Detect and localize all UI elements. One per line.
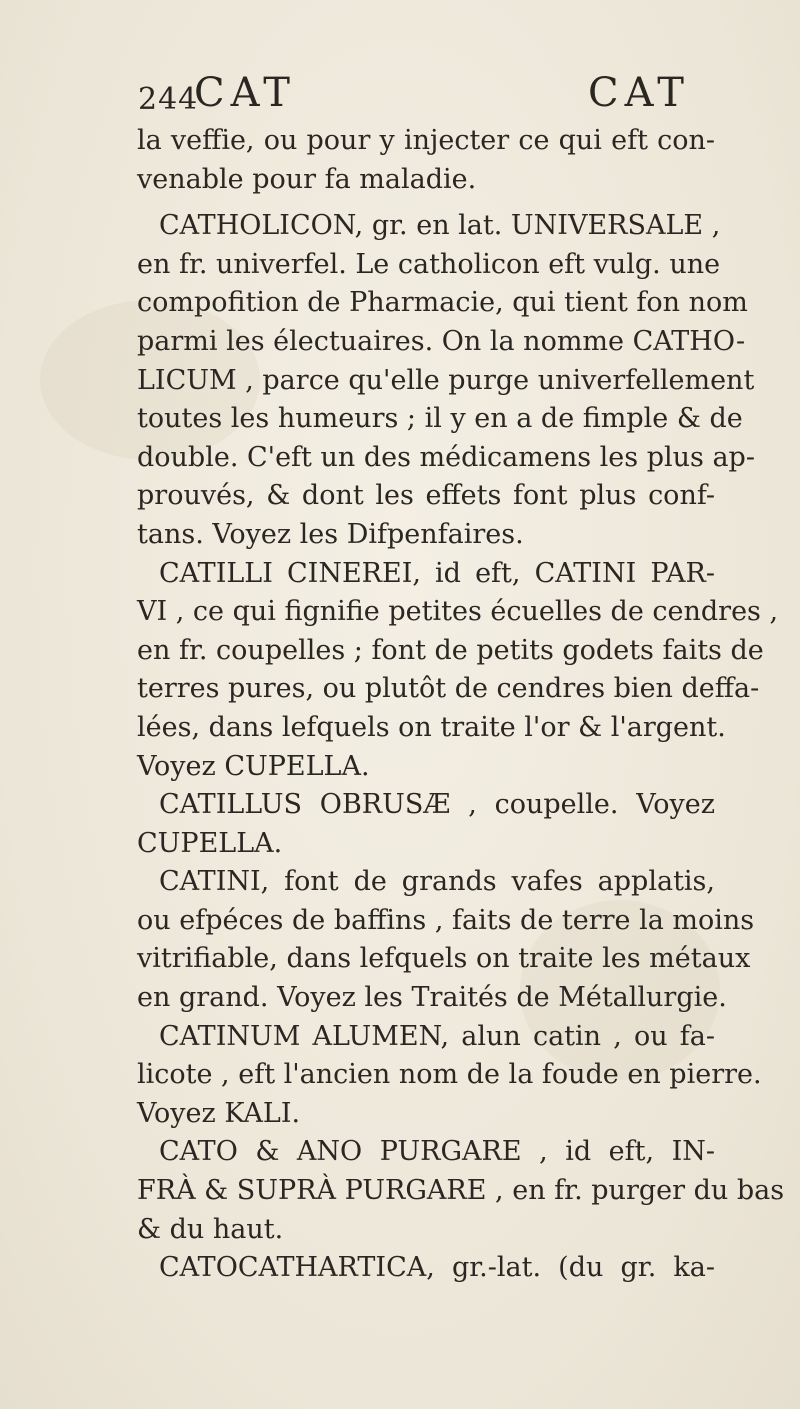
text-line: venable pour fa maladie. — [137, 163, 477, 195]
text-line: CATINUM ALUMEN, alun catin , ou fa- — [159, 1020, 715, 1052]
paragraph-gap — [137, 199, 715, 207]
text-line: terres pures, ou plutôt de cendres bien deffa- — [137, 673, 760, 705]
text-line: vitrifiable, dans lefquels on traite les métaux — [137, 943, 751, 975]
entry-catillus-obrusae — [137, 786, 715, 863]
text-line: LICUM , parce qu'elle purge univerfellement — [137, 364, 755, 396]
text-line: CATILLUS OBRUSÆ , coupelle. Voyez — [159, 789, 715, 821]
entry-continuation — [137, 122, 715, 199]
entry-catocathartica — [137, 1249, 715, 1288]
entry-catilli-cinerei — [137, 555, 779, 787]
text-line: toutes les humeurs ; il y en a de fimple & de — [137, 403, 743, 435]
page-header — [138, 70, 708, 120]
text-line: la veffie, ou pour y injecter ce qui eft con- — [137, 125, 715, 156]
text-line: en grand. Voyez les Traités de Métallurgie. — [137, 982, 727, 1014]
entry-catinum-alumen — [137, 1018, 762, 1134]
text-line: CATOCATHARTICA, gr.-lat. (du gr. ka- — [159, 1252, 715, 1284]
text-line: Voyez CUPELLA. — [137, 750, 370, 782]
text-line: CATHOLICON, gr. en lat. UNIVERSALE , — [159, 210, 721, 242]
text-line: en fr. coupelles ; font de petits godets faits de — [137, 634, 764, 666]
page-number: 244 — [138, 82, 199, 117]
text-line: en fr. univerfel. Le catholicon eft vulg. une — [137, 248, 721, 280]
text-line: CATILLI CINEREI, id eft, CATINI PAR- — [159, 557, 715, 589]
text-line: CUPELLA. — [137, 827, 283, 859]
text-line: prouvés, & dont les effets font plus conf- — [137, 480, 715, 512]
text-line: compofition de Pharmacie, qui tient fon nom — [137, 287, 748, 319]
text-line: VI , ce qui fignifie petites écuelles de cendres , — [137, 596, 779, 628]
text-line: licote , eft l'ancien nom de la foude en pierre. — [137, 1059, 762, 1091]
text-line: tans. Voyez les Difpenfaires. — [137, 518, 524, 550]
entry-catini — [137, 863, 755, 1017]
text-line: CATO & ANO PURGARE , id eft, IN- — [159, 1136, 715, 1168]
text-line: double. C'eft un des médicamens les plus ap- — [137, 441, 755, 473]
right-running-head: CAT — [588, 70, 690, 116]
text-line: & du haut. — [137, 1213, 284, 1245]
text-line: Voyez KALI. — [137, 1097, 301, 1129]
text-line: ou efpéces de baffins , faits de terre la moins — [137, 904, 755, 936]
text-line: lées, dans lefquels on traite l'or & l'argent. — [137, 711, 726, 743]
dictionary-text — [137, 122, 785, 1288]
text-line: parmi les électuaires. On la nomme CATHO- — [137, 325, 746, 357]
text-line: FRÀ & SUPRÀ PURGARE , en fr. purger du bas — [137, 1175, 785, 1207]
text-line: CATINI, font de grands vafes applatis, — [159, 866, 715, 898]
left-running-head: CAT — [194, 70, 296, 116]
entry-cato-ano-purgare — [137, 1133, 785, 1249]
entry-catholicon — [137, 207, 755, 554]
